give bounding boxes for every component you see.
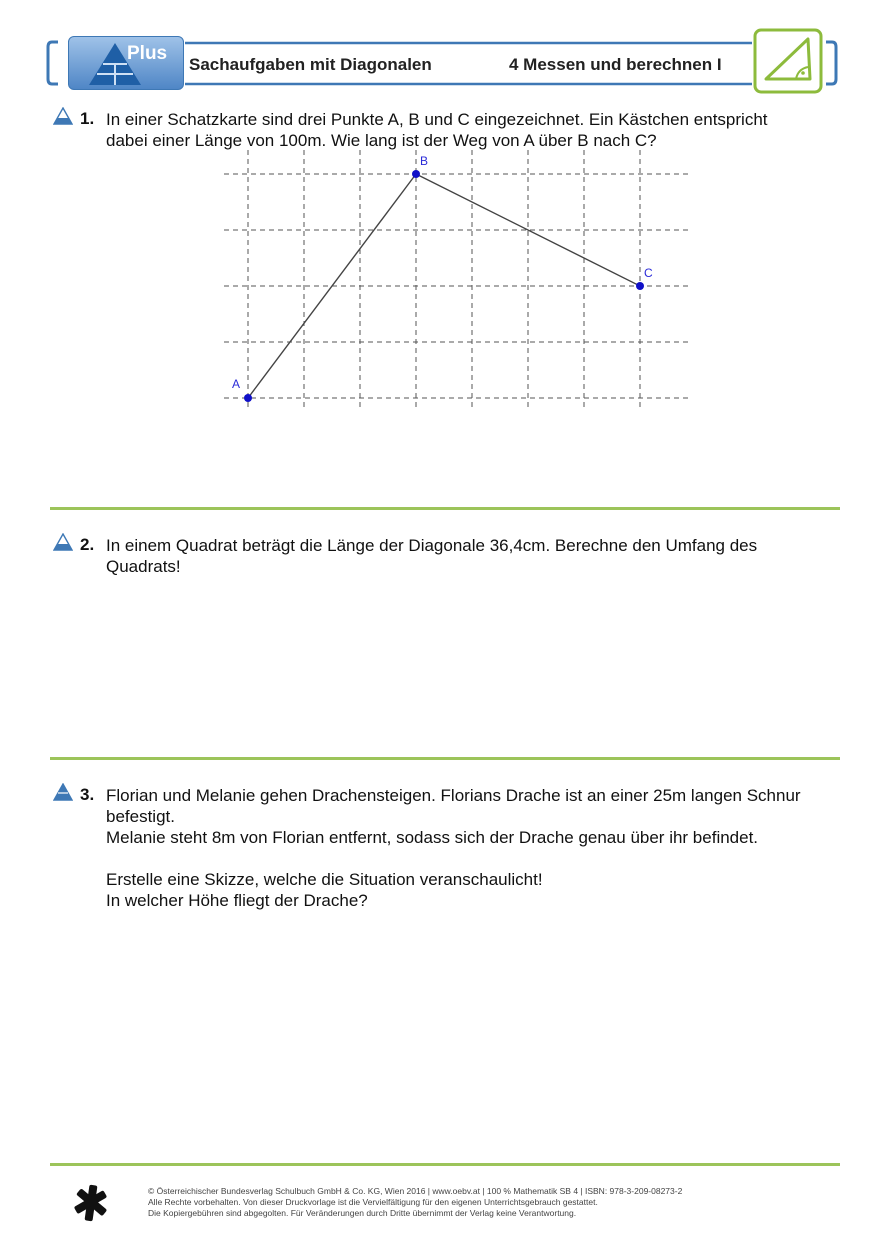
task-3-text: [106, 785, 846, 911]
footer-line: Alle Rechte vorbehalten. Von dieser Druckvorlage ist die Vervielfältigung für den eigenen Unterrichtsgebrauch gestattet.: [148, 1197, 598, 1207]
footer-line: Die Kopiergebühren sind abgegolten. Für Veränderungen durch Dritte übernimmt der Verlag keine Verantwortung.: [148, 1208, 577, 1218]
task-2-line: In einem Quadrat beträgt die Länge der Diagonale 36,4cm. Berechne den Umfang des: [106, 536, 758, 555]
footer-separator-line: [50, 1163, 840, 1166]
task-2-text: [106, 535, 836, 577]
task-3-line: befestigt.: [106, 807, 175, 826]
chapter-title: 4 Messen und berechnen I: [509, 55, 722, 74]
footer-line: © Österreichischer Bundesverlag Schulbuch GmbH & Co. KG, Wien 2016 | www.oebv.at | 100 % Mathematik SB 4 | ISBN: 978-3-209-08273-2: [148, 1186, 683, 1196]
publisher-logo-icon: [72, 1183, 110, 1223]
task-1-number: 1.: [80, 109, 95, 128]
task-1-line: dabei einer Länge von 100m. Wie lang ist der Weg von A über B nach C?: [106, 131, 657, 150]
point-label-c: C: [644, 266, 653, 280]
point-a: [244, 394, 252, 402]
task-3-line: Melanie steht 8m von Florian entfernt, sodass sich der Drache genau über ihr befindet.: [106, 828, 759, 847]
separator-line: [50, 507, 840, 510]
task-1-text: [106, 109, 836, 151]
task-2-line: Quadrats!: [106, 557, 181, 576]
plus-badge: [68, 36, 184, 90]
point-b: [412, 170, 420, 178]
difficulty-level-1-icon: [53, 533, 73, 551]
separator-line: [50, 757, 840, 760]
task-3-line: In welcher Höhe fliegt der Drache?: [106, 891, 368, 910]
task-3-line: Erstelle eine Skizze, welche die Situation veranschaulicht!: [106, 870, 543, 889]
task-3-number: 3.: [80, 785, 95, 804]
task-3-line: Florian und Melanie gehen Drachensteigen. Florians Drache ist an einer 25m langen Schnur: [106, 786, 801, 805]
task-1-line: In einer Schatzkarte sind drei Punkte A, B und C eingezeichnet. Ein Kästchen entspricht: [106, 110, 768, 129]
plus-badge-label: Plus: [127, 43, 168, 64]
difficulty-level-2-icon: [53, 783, 73, 801]
treasure-map-figure: [218, 148, 693, 410]
difficulty-level-1-icon: [53, 107, 73, 125]
task-2-number: 2.: [80, 535, 95, 554]
triangle-ruler-icon: [752, 27, 824, 95]
point-label-b: B: [420, 154, 429, 168]
worksheet-title: Sachaufgaben mit Diagonalen: [189, 55, 432, 74]
point-c: [636, 282, 644, 290]
task-3-line: [106, 848, 846, 869]
point-label-a: A: [232, 377, 241, 391]
footer-copyright: [148, 1186, 848, 1219]
